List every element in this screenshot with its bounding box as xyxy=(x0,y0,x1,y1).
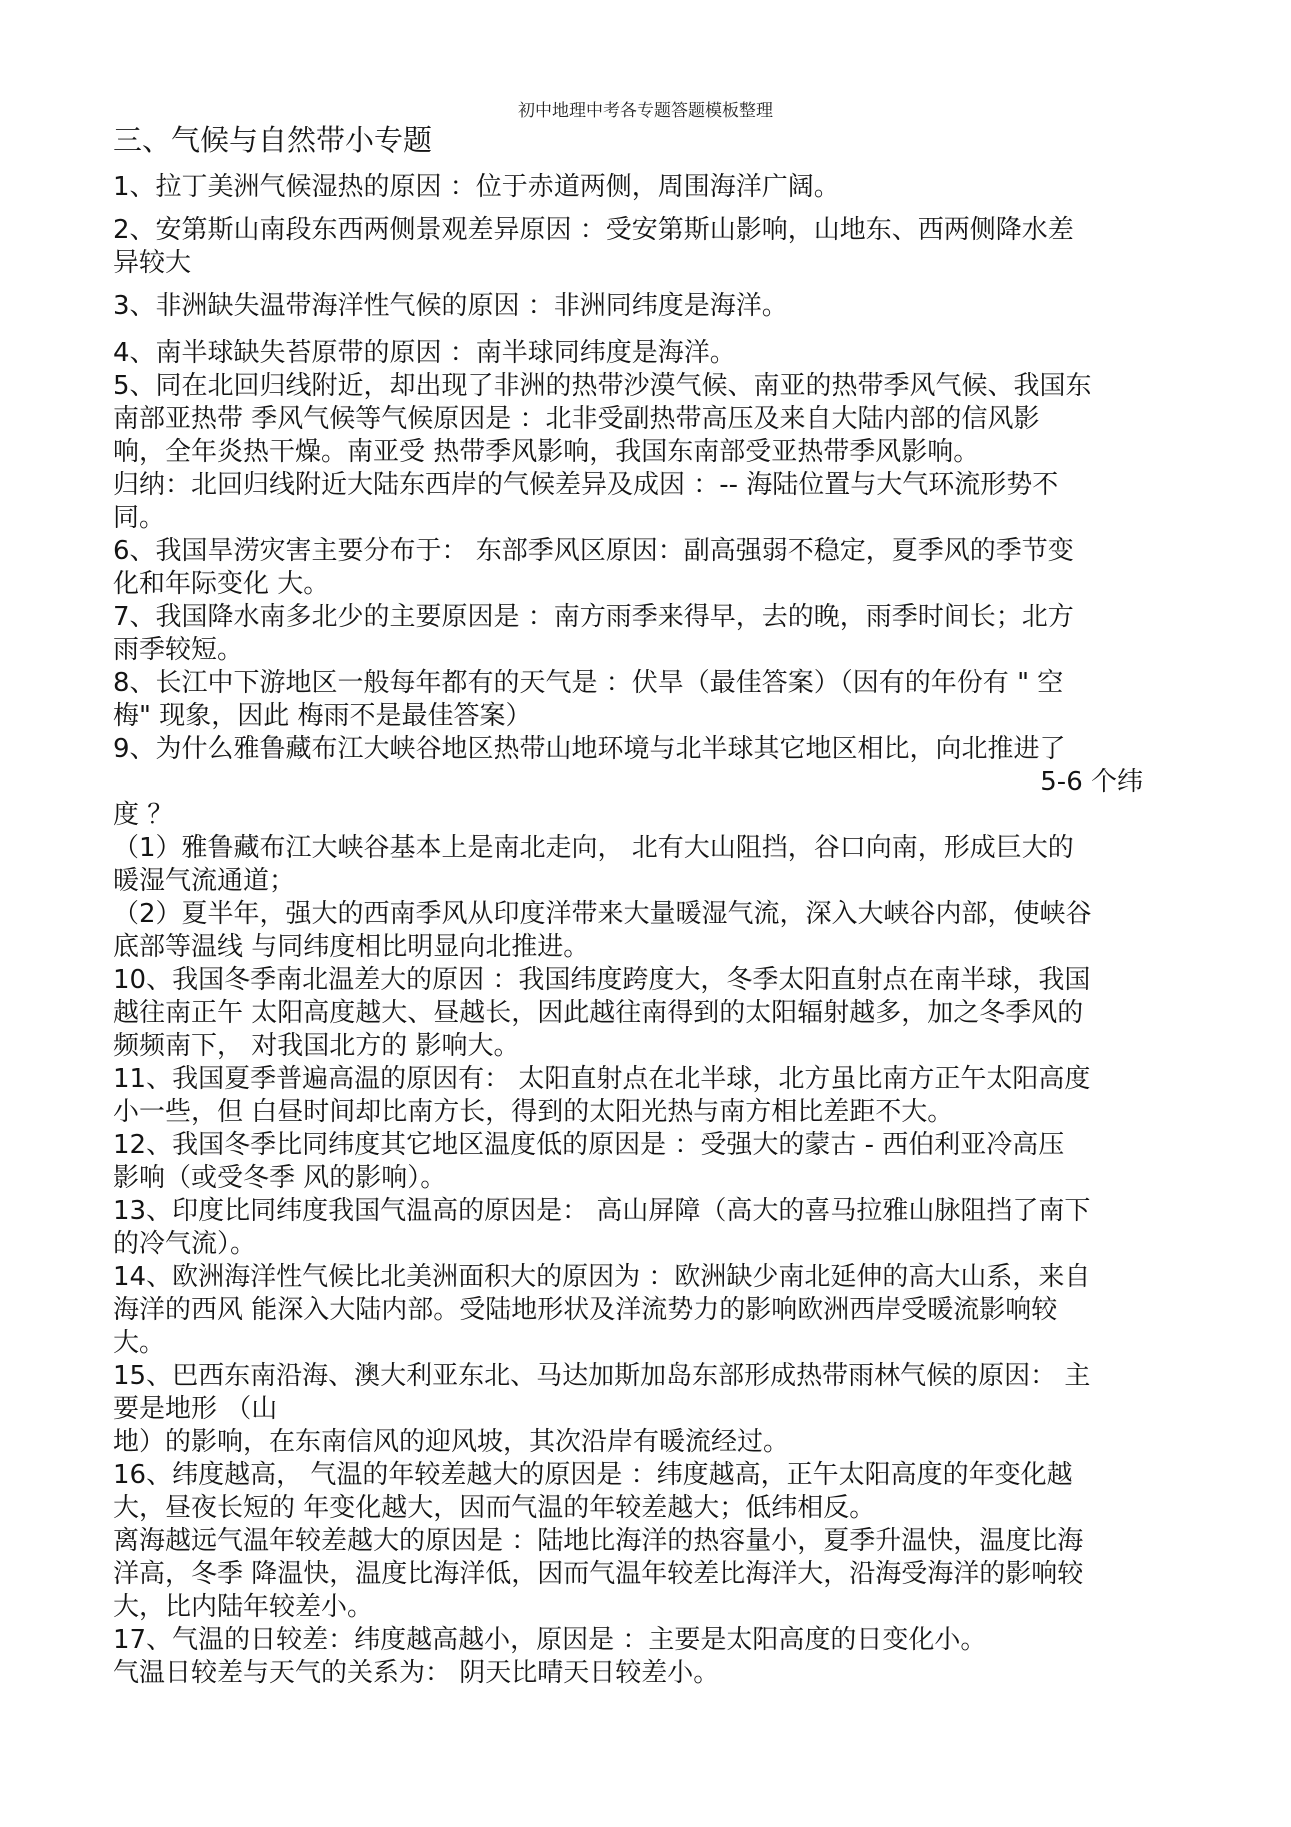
text-line: 大，比内陆年较差小。 xyxy=(113,1592,374,1622)
text-line: 大。 xyxy=(113,1328,166,1358)
text-line: 梅" 现象，因此 梅雨不是最佳答案） xyxy=(113,701,532,731)
text-line: 小一些，但 白昼时间却比南方长，得到的太阳光热与南方相比差距不大。 xyxy=(113,1097,954,1127)
text-line: 气温日较差与天气的关系为： 阴天比晴天日较差小。 xyxy=(113,1658,720,1688)
text-line: 海洋的西风 能深入大陆内部。受陆地形状及洋流势力的影响欧洲西岸受暖流影响较 xyxy=(113,1295,1058,1325)
text-line: 暖湿气流通道； xyxy=(113,866,296,896)
section-title: 三、气候与自然带小专题 xyxy=(113,123,433,157)
text-line: 归纳：北回归线附近大陆东西岸的气候差异及成因 ：-- 海陆位置与大气环流形势不 xyxy=(113,470,1059,500)
text-line: 底部等温线 与同纬度相比明显向北推进。 xyxy=(113,932,590,962)
text-line: 地）的影响，在东南信风的迎风坡，其次沿岸有暖流经过。 xyxy=(113,1427,790,1457)
text-line: 响，全年炎热干燥。南亚受 热带季风影响，我国东南部受亚热带季风影响。 xyxy=(113,437,980,467)
text-line: 9、为什么雅鲁藏布江大峡谷地区热带山地环境与北半球其它地区相比，向北推进了 xyxy=(113,734,1066,764)
text-line: 10、我国冬季南北温差大的原因 ：我国纬度跨度大，冬季太阳直射点在南半球，我国 xyxy=(113,965,1091,995)
text-line: 同。 xyxy=(113,503,166,533)
text-line: 越往南正午 太阳高度越大、昼越长，因此越往南得到的太阳辐射越多，加之冬季风的 xyxy=(113,998,1084,1028)
text-line: 6、我国旱涝灾害主要分布于： 东部季风区原因：副高强弱不稳定，夏季风的季节变 xyxy=(113,536,1074,566)
document-body xyxy=(113,124,1233,1690)
text-line: 雨季较短。 xyxy=(113,635,244,665)
text-line: 17、气温的日较差：纬度越高越小，原因是 ：主要是太阳高度的日变化小。 xyxy=(113,1625,987,1655)
text-line: 的冷气流）。 xyxy=(113,1229,257,1259)
text-line: 14、欧洲海洋性气候比北美洲面积大的原因为 ：欧洲缺少南北延伸的高大山系，来自 xyxy=(113,1262,1091,1292)
text-line: 2、安第斯山南段东西两侧景观差异原因 ：受安第斯山影响，山地东、西两侧降水差 xyxy=(113,215,1074,245)
text-line: 11、我国夏季普遍高温的原因有： 太阳直射点在北半球，北方虽比南方正午太阳高度 xyxy=(113,1064,1091,1094)
text-line: 大，昼夜长短的 年变化越大，因而气温的年较差越大；低纬相反。 xyxy=(113,1493,876,1523)
text-line: 要是地形 （山 xyxy=(113,1394,278,1424)
text-line: 16、纬度越高， 气温的年较差越大的原因是 ：纬度越高，正午太阳高度的年变化越 xyxy=(113,1460,1073,1490)
text-line: （2）夏半年，强大的西南季风从印度洋带来大量暖湿气流，深入大峡谷内部，使峡谷 xyxy=(113,899,1092,929)
text-line: 洋高，冬季 降温快，温度比海洋低，因而气温年较差比海洋大，沿海受海洋的影响较 xyxy=(113,1559,1084,1589)
text-line: 13、印度比同纬度我国气温高的原因是： 高山屏障（高大的喜马拉雅山脉阻挡了南下 xyxy=(113,1196,1091,1226)
text-line: 15、巴西东南沿海、澳大利亚东北、马达加斯加岛东部形成热带雨林气候的原因： 主 xyxy=(113,1361,1091,1391)
text-line: 频频南下， 对我国北方的 影响大。 xyxy=(113,1031,520,1061)
text-line: 8、长江中下游地区一般每年都有的天气是 ：伏旱（最佳答案）（因有的年份有 " 空 xyxy=(113,668,1064,698)
text-line: （1）雅鲁藏布江大峡谷基本上是南北走向， 北有大山阻挡，谷口向南，形成巨大的 xyxy=(113,833,1074,863)
text-line: 12、我国冬季比同纬度其它地区温度低的原因是 ：受强大的蒙古 - 西伯利亚冷高压 xyxy=(113,1130,1065,1160)
text-line: 化和年际变化 大。 xyxy=(113,569,330,599)
text-line: 南部亚热带 季风气候等气候原因是 ：北非受副热带高压及来自大陆内部的信风影 xyxy=(113,404,1040,434)
text-line: 5、同在北回归线附近，却出现了非洲的热带沙漠气候、南亚的热带季风气候、我国东 xyxy=(113,371,1092,401)
text-line: 异较大 xyxy=(113,248,192,278)
text-line: 1、拉丁美洲气候湿热的原因 ：位于赤道两侧，周围海洋广阔。 xyxy=(113,172,840,202)
text-line: 影响（或受冬季 风的影响）。 xyxy=(113,1163,447,1193)
text-line: 离海越远气温年较差越大的原因是 ：陆地比海洋的热容量小，夏季升温快，温度比海 xyxy=(113,1526,1084,1556)
page-header: 初中地理中考各专题答题模板整理 xyxy=(518,101,773,121)
text-line: 度 ？ xyxy=(113,800,174,830)
text-line: 3、非洲缺失温带海洋性气候的原因 ：非洲同纬度是海洋。 xyxy=(113,291,788,321)
text-line: 4、南半球缺失苔原带的原因 ：南半球同纬度是海洋。 xyxy=(113,338,736,368)
text-line: 5-6 个纬 xyxy=(1040,767,1143,797)
text-line: 7、我国降水南多北少的主要原因是 ：南方雨季来得早，去的晚，雨季时间长；北方 xyxy=(113,602,1074,632)
